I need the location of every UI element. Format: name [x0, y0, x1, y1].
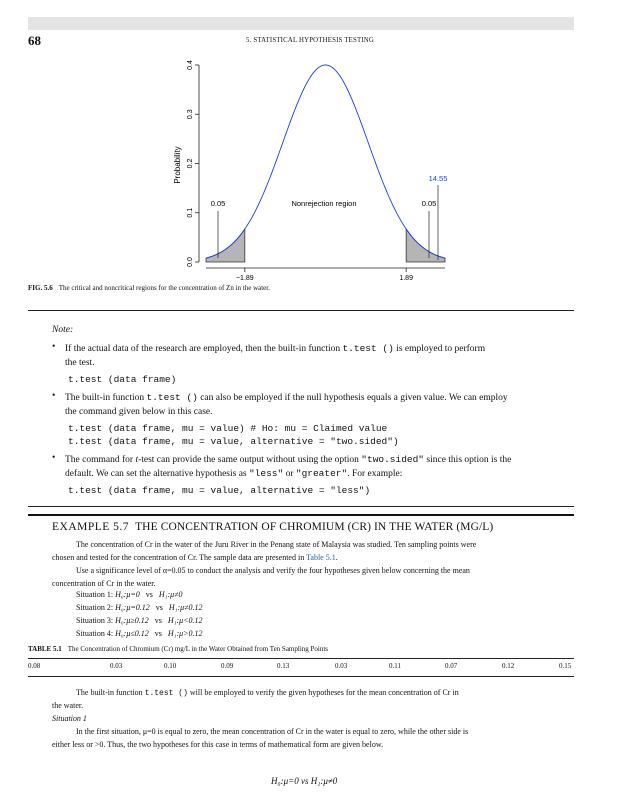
y-tick-label: 0.0 — [187, 257, 194, 267]
table-cell: 0.08 — [28, 662, 41, 670]
closing-paragraph-2: In the first situation, μ=0 is equal to zero, the mean concentration of Cr in the water is equal to zero, while the other side is — [76, 727, 469, 736]
figure-caption — [28, 284, 270, 292]
note-bullet-2: The built-in function t.test () can also be employed if the null hypothesis equals a given value. We can employ the command given below in this case. — [65, 392, 508, 417]
bullet-dot: • — [52, 391, 56, 401]
example-paragraph-2: Use a significance level of α=0.05 to conduct the analysis and verify the four hypotheses given below concerning the mean — [76, 566, 470, 575]
situation-3: Situation 3: H₀:μ≥0.12 vs H₁:μ<0.12 — [76, 616, 203, 625]
note-title: Note: — [52, 325, 74, 335]
example-label: EXAMPLE 5.7 — [52, 521, 130, 533]
table-caption — [28, 645, 328, 653]
page-number: 68 — [28, 33, 41, 48]
y-tick-label: 0.4 — [187, 60, 194, 70]
y-axis-label: Probability — [173, 146, 182, 184]
running-title: 5. STATISTICAL HYPOTHESIS TESTING — [246, 37, 375, 44]
y-tick-label: 0.1 — [187, 207, 194, 218]
example-paragraph-1: The concentration of Cr in the water of the Juru River in the Penang state of Malaysia was studied. Ten sampling points were — [76, 540, 477, 549]
situation-heading: Situation 1 — [52, 714, 87, 723]
table-rule-bottom — [28, 676, 574, 677]
table-link[interactable]: Table 5.1 — [306, 553, 336, 562]
table-row — [28, 662, 574, 676]
table-cell: 0.03 — [110, 662, 123, 670]
y-tick-label: 0.2 — [187, 158, 194, 169]
figure-label: FIG. 5.6 — [28, 284, 53, 292]
table-cell: 0.07 — [445, 662, 458, 670]
table-cell: 0.10 — [164, 662, 177, 670]
right-rejection-region — [406, 229, 445, 262]
table-cell: 0.12 — [502, 662, 515, 670]
code-line-2: t.test (data frame, mu = value) # Ho: mu = Claimed value — [68, 423, 388, 434]
table-caption-text: The Concentration of Chromium (Cr) mg/L in the Water Obtained from Ten Sampling Points — [67, 645, 329, 653]
bullet-dot: • — [52, 453, 56, 463]
table-cell: 0.09 — [221, 662, 234, 670]
table-rule-top — [28, 658, 574, 659]
x-tick-label: 1.89 — [399, 275, 413, 282]
example-paragraph-2b: concentration of Cr in the water. — [52, 579, 156, 588]
note-bullet-3: The command for t-test can provide the same output without using the option "two.sided" since this option is the default. We can set the alternative hypothesis as "less" or "greater". For example: — [65, 454, 512, 479]
closing-paragraph-1: The built-in function t.test () will be employed to verify the given hypotheses for the mean concentration of Cr in — [76, 688, 459, 698]
tail-label-right: 0.05 — [421, 199, 437, 208]
region-label: Nonrejection region — [291, 199, 357, 208]
closing-paragraph-2b: either less or >0. Thus, the two hypotheses for this case in terms of mathematical form are given below. — [52, 740, 384, 749]
t-distribution-chart — [0, 0, 625, 290]
situation-2: Situation 2: H₀:μ=0.12 vs H₁:μ≠0.12 — [76, 603, 203, 612]
example-rule — [28, 514, 574, 516]
table-cell: 0.13 — [277, 662, 290, 670]
bullet-dot: • — [52, 342, 56, 352]
section-rule-bottom — [28, 506, 574, 507]
table-cell: 0.03 — [335, 662, 348, 670]
example-paragraph-1b: chosen and tested for the concentration of Cr. The sample data are presented in Table 5.1. — [52, 553, 338, 562]
y-tick-label: 0.3 — [187, 109, 194, 120]
code-line-4: t.test (data frame, mu = value, alternative = "less") — [68, 485, 371, 496]
closing-paragraph-1b: the water. — [52, 701, 84, 710]
code-line-1: t.test (data frame) — [68, 374, 177, 385]
left-rejection-region — [206, 229, 245, 262]
x-tick-label: −1.89 — [235, 275, 254, 282]
situation-1: Situation 1: H₀:μ=0 vs H₁:μ≠0 — [76, 590, 183, 599]
section-rule-top — [28, 310, 574, 311]
example-heading — [52, 521, 493, 533]
table-label: TABLE 5.1 — [28, 645, 62, 653]
table-cell: 0.11 — [389, 662, 401, 670]
situation-4: Situation 4: H₀:μ≤0.12 vs H₁:μ>0.12 — [76, 629, 203, 638]
code-line-3: t.test (data frame, mu = value, alternative = "two.sided") — [68, 436, 399, 447]
example-title: THE CONCENTRATION OF CHROMIUM (CR) IN THE WATER (MG/L) — [135, 521, 494, 533]
hypothesis-equation: H₀:μ=0 vs H₁:μ≠0 — [271, 776, 338, 786]
table-cell: 0.15 — [559, 662, 572, 670]
note-bullet-1: If the actual data of the research are employed, then the built-in function t.test () is employed to perform the test. — [65, 343, 486, 368]
density-curve — [206, 65, 445, 258]
figure-caption-text: The critical and noncritical regions for the concentration of Zn in the water. — [58, 284, 270, 292]
tail-label-left: 0.05 — [210, 199, 226, 208]
test-statistic-label: 14.55 — [428, 174, 448, 183]
